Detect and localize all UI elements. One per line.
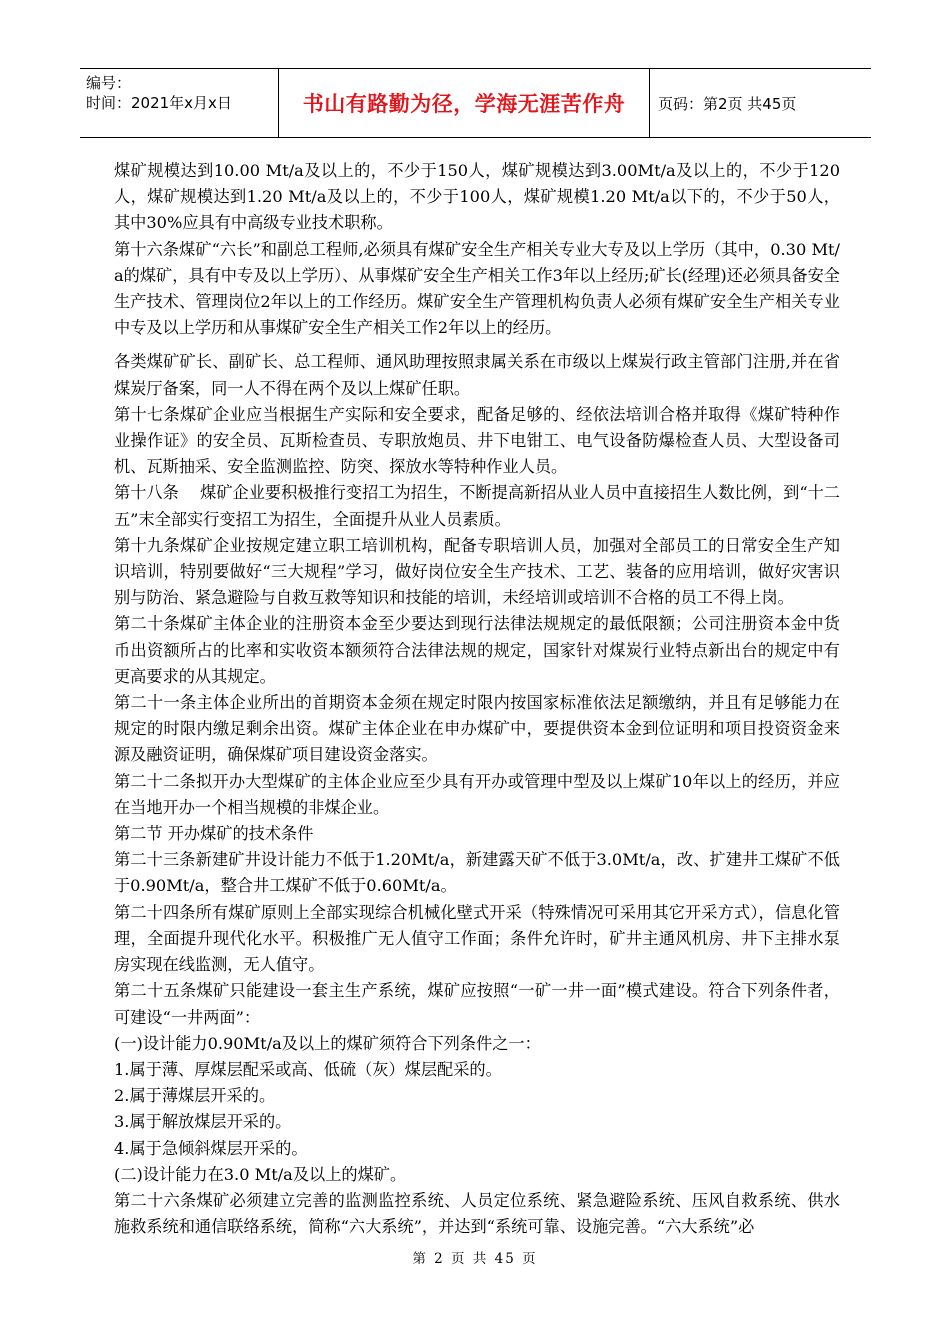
article-25: 第二十五条煤矿只能建设一套主生产系统，煤矿应按照“一矿一井一面”模式建设。符合下列条件者，可建设“一井两面”：	[114, 981, 840, 1027]
list-item: (二)设计能力在3.0 Mt/a及以上的煤矿。	[114, 1164, 407, 1184]
header-page-info: 页码：第2页 共45页	[658, 94, 797, 113]
header-motto: 书山有路勤为径，学海无涯苦作舟	[278, 69, 650, 137]
page-header	[80, 68, 871, 138]
header-left-cell	[80, 69, 278, 137]
article-20: 第二十条煤矿主体企业的注册资本金至少要达到现行法律法规规定的最低限额；公司注册资本金中货币出资额所占的比率和实收资本额须符合法律法规的规定，国家针对煤炭行业特点新出台的规定中有更高要求的从其规定。	[114, 614, 840, 686]
article-22: 第二十二条拟开办大型煤矿的主体企业应至少具有开办或管理中型及以上煤矿10年以上的经历，并应在当地开办一个相当规模的非煤企业。	[114, 771, 840, 817]
article-19: 第十九条煤矿企业按规定建立职工培训机构，配备专职培训人员，加强对全部员工的日常安全生产知识培训，特别要做好“三大规程”学习，做好岗位安全生产技术、工艺、装备的应用培训，做好灾害识别与防治、紧急避险与自救互救等知识和技能的培训，未经培训或培训不合格的员工不得上岗。	[114, 535, 840, 608]
list-item: 1.属于薄、厚煤层配采或高、低硫（灰）煤层配采的。	[114, 1059, 502, 1079]
list-item: 2.属于薄煤层开采的。	[114, 1086, 276, 1106]
paragraph: 煤矿规模达到10.00 Mt/a及以上的，不少于150人，煤矿规模达到3.00Mt/a及以上的，不少于120人，煤矿规模达到1.20 Mt/a及以上的，不少于100人，煤矿规模1.20 Mt/a以下的，不少于50人，其中30%应具有中高级专业技术职称。	[114, 161, 840, 233]
section-heading: 第二节 开办煤矿的技术条件	[114, 824, 314, 844]
list-item: (一)设计能力0.90Mt/a及以上的煤矿须符合下列条件之一：	[114, 1033, 541, 1053]
article-17: 第十七条煤矿企业应当根据生产实际和安全要求，配备足够的、经依法培训合格并取得《煤矿特种作业操作证》的安全员、瓦斯检查员、专职放炮员、井下电钳工、电气设备防爆检查人员、大型设备司机、瓦斯抽采、安全监测监控、防突、探放水等特种作业人员。	[114, 404, 840, 477]
article-16: 第十六条煤矿“六长”和副总工程师,必须具有煤矿安全生产相关专业大专及以上学历（其中，0.30 Mt/a的煤矿，具有中专及以上学历）、从事煤矿安全生产相关工作3年以上经历;矿长(经理)还必须具备安全生产技术、管理岗位2年以上的工作经历。煤矿安全生产管理机构负责人必须有煤矿安全生产相关专业中专及以上学历和从事煤矿安全生产相关工作2年以上的经历。	[114, 239, 840, 338]
paragraph: 各类煤矿矿长、副矿长、总工程师、通风助理按照隶属关系在市级以上煤炭行政主管部门注册,并在省煤炭厅备案，同一人不得在两个及以上煤矿任职。	[114, 352, 840, 398]
article-26: 第二十六条煤矿必须建立完善的监测监控系统、人员定位系统、紧急避险系统、压风自救系统、供水施救系统和通信联络系统，简称“六大系统”，并达到“系统可靠、设施完善。“六大系统”必	[114, 1190, 840, 1237]
article-24: 第二十四条所有煤矿原则上全部实现综合机械化壁式开采（特殊情况可采用其它开采方式），信息化管理，全面提升现代化水平。积极推广无人值守工作面；条件允许时，矿井主通风机房、井下主排水泵房实现在线监测，无人值守。	[114, 902, 840, 975]
article-21: 第二十一条主体企业所出的首期资本金须在规定时限内按国家标准依法足额缴纳，并且有足够能力在规定的时限内缴足剩余出资。煤矿主体企业在申办煤矿中，要提供资本金到位证明和项目投资资金来源及融资证明，确保煤矿项目建设资金落实。	[114, 693, 840, 765]
page-footer: 第 2 页 共 45 页	[412, 1251, 538, 1267]
list-item: 4.属于急倾斜煤层开采的。	[114, 1138, 308, 1158]
article-23: 第二十三条新建矿井设计能力不低于1.20Mt/a，新建露天矿不低于3.0Mt/a，改、扩建井工煤矿不低于0.90Mt/a，整合井工煤矿不低于0.60Mt/a。	[114, 850, 840, 896]
document-number-label: 编号：	[86, 74, 132, 92]
article-18: 第十八条 煤矿企业要积极推行变招工为招生，不断提高新招从业人员中直接招生人数比例，到“十二五”末全部实行变招工为招生，全面提升从业人员素质。	[114, 483, 840, 529]
list-item: 3.属于解放煤层开采的。	[114, 1112, 292, 1132]
document-body	[114, 158, 840, 1240]
document-date: 时间：2021年x月x日	[86, 94, 232, 112]
